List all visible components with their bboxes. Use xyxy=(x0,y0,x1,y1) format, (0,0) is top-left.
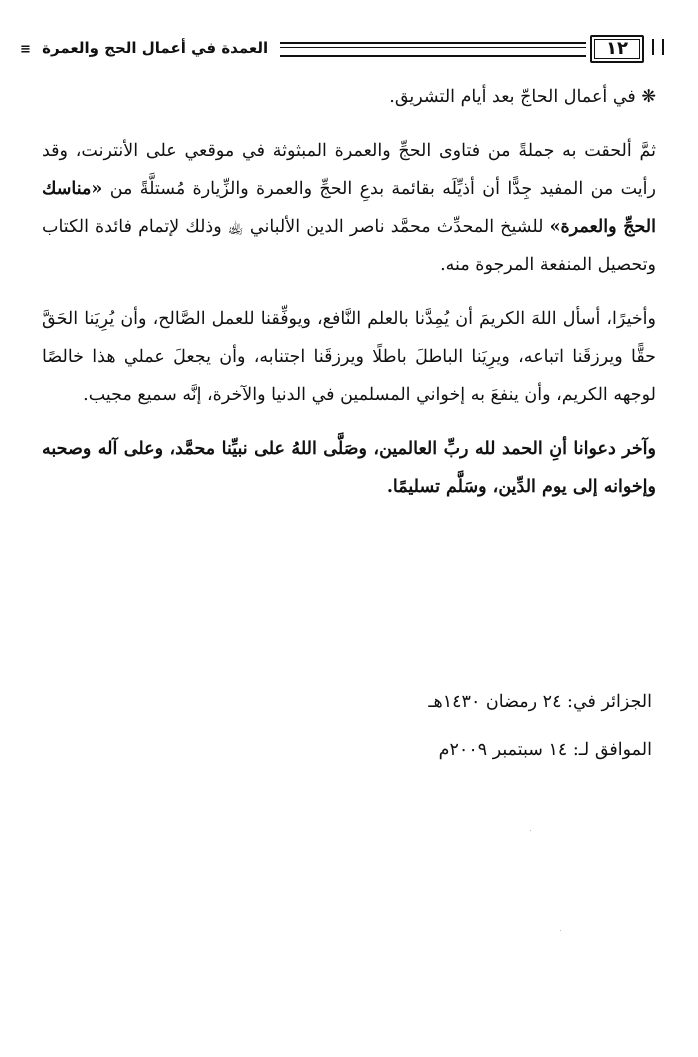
page-header xyxy=(20,35,678,63)
paragraph-appendix-part-a: ثمَّ ألحقت به جملةً من فتاوى الحجِّ والعمرة المبثوثة في موقعي على الأنترنت، وقد رأيت من المفيد جِدًّا أن أذيِّلَه بقائمة بدعِ الحجِّ والعمرة والزِّيارة مُستلَّةً من xyxy=(42,141,656,199)
date-hijri: الجزائر في: ٢٤ رمضان ١٤٣٠هـ xyxy=(428,692,652,712)
scan-speck xyxy=(560,930,561,931)
title-ornament: ≡ xyxy=(20,42,31,57)
paragraph-closing: وآخر دعوانا أنِ الحمد لله ربِّ العالمين، وصَلَّى اللهُ على نبيِّنا محمَّد، وعلى آله وصحبه وإخوانه إلى يوم الدِّين، وسَلَّم تسليمًا. xyxy=(42,439,656,497)
header-end-ornament xyxy=(652,39,664,55)
cited-book-title: «مناسك الحجِّ والعمرة» xyxy=(42,179,656,237)
signature-block xyxy=(252,678,652,774)
paragraph-supplication: وأخيرًا، أسأل اللهَ الكريمَ أن يُمِدَّنا بالعلم النَّافع، ويوفِّقنا للعمل الصَّالح، وأن يُرِيَنا الحَقَّ حقًّا ويرزقَنا اتباعه، ويرِيَنا الباطلَ باطلًا ويرزقَنا اجتنابه، وأن يجعلَ عملي هذا خالصًا لوجهه الكريم، وأن ينفعَ به إخواني المسلمين في الدنيا والآخرة، إنَّه سميع مجيب. xyxy=(42,309,656,405)
paragraph-appendix xyxy=(42,132,656,284)
header-rule xyxy=(280,42,586,57)
date-gregorian: الموافق لـ: ١٤ سبتمبر ٢٠٠٩م xyxy=(438,740,652,760)
running-title xyxy=(20,37,268,59)
page-number: ١٢ xyxy=(590,35,644,63)
paragraph-appendix-part-b: للشيخ المحدِّث محمَّد ناصر الدين الألباني ﵀ وذلك لإتمام فائدة الكتاب وتحصيل المنفعة المرجوة منه. xyxy=(42,217,656,275)
body-text xyxy=(42,78,656,522)
intro-line: ❋ في أعمال الحاجّ بعد أيام التشريق. xyxy=(389,87,656,107)
book-title: العمدة في أعمال الحج والعمرة xyxy=(42,39,269,57)
scan-speck xyxy=(530,830,531,831)
